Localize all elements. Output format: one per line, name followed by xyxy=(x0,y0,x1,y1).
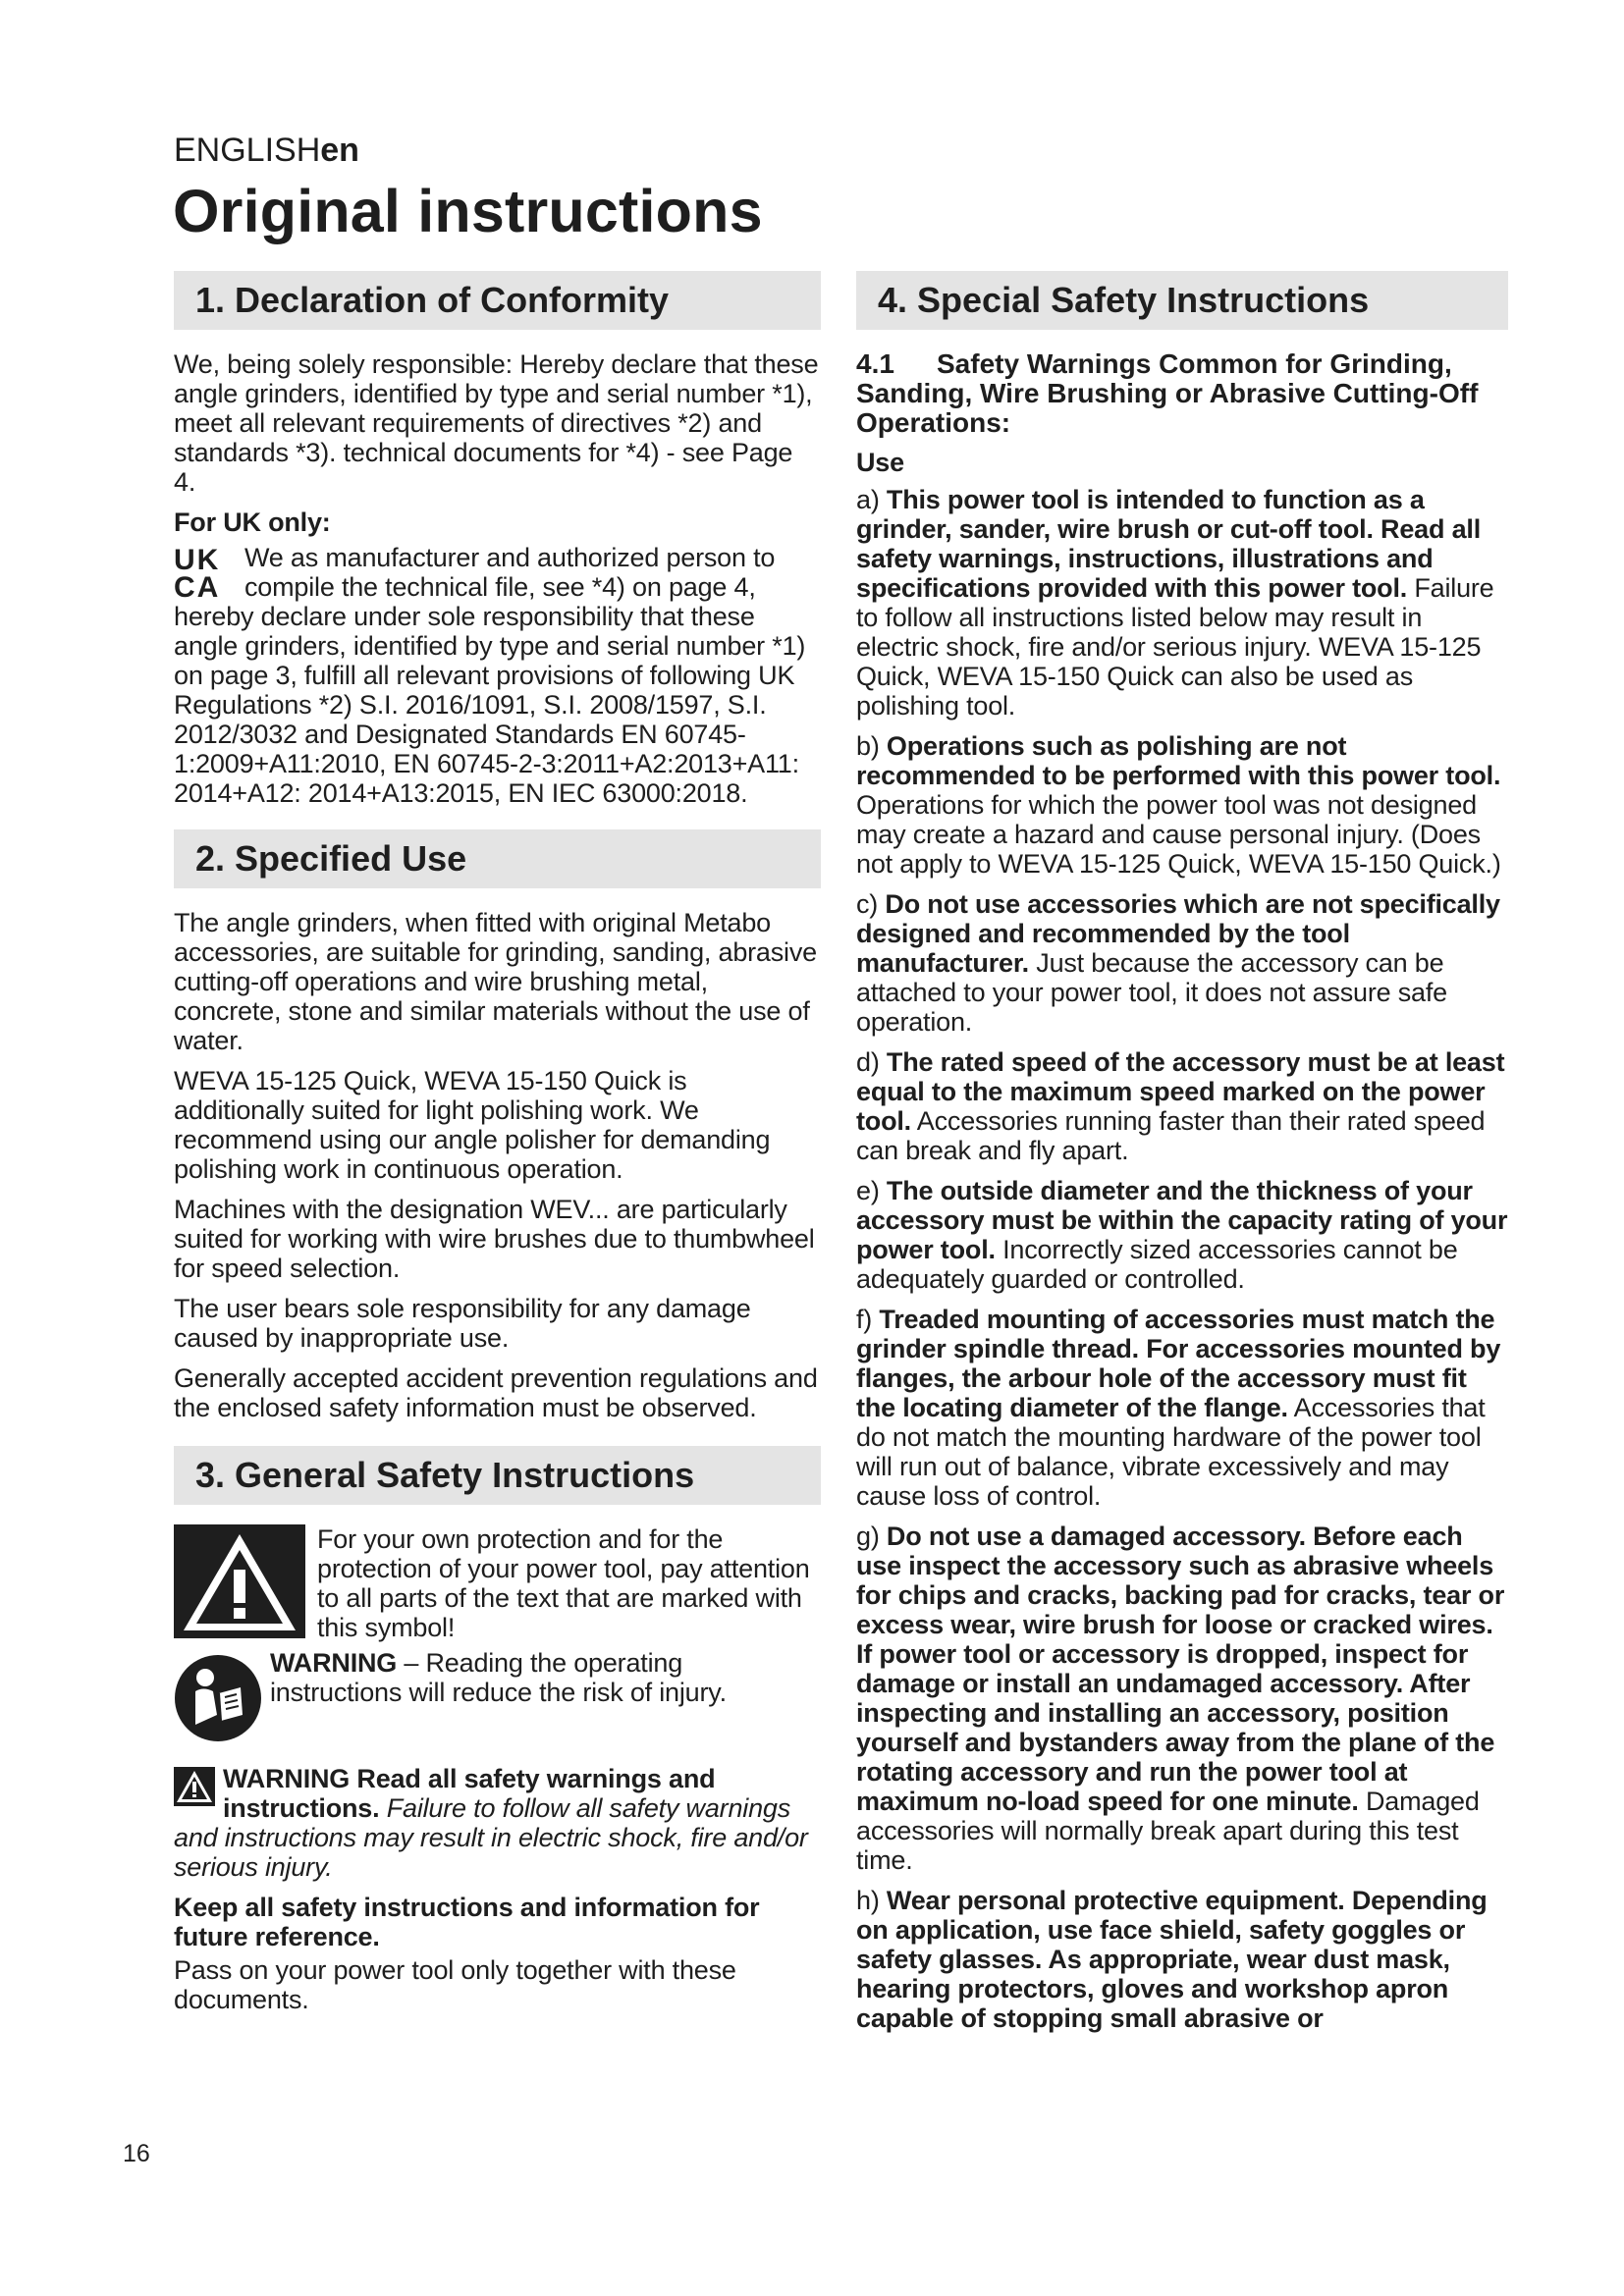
safety-item-g xyxy=(856,1522,1508,1875)
item-text: Just because the accessory can be attached to your power tool, it does not assure safe operation. xyxy=(856,948,1447,1037)
right-column xyxy=(856,271,1508,2044)
warning-triangle-small-icon xyxy=(174,1767,215,1806)
item-label: b) xyxy=(856,731,880,761)
safety-item-d xyxy=(856,1047,1508,1165)
read-manual-block xyxy=(174,1648,821,1742)
item-bold: Operations such as polishing are not recommended to be performed with this power tool. xyxy=(856,731,1501,790)
item-bold: The outside diameter and the thickness of your accessory must be within the capacity rating of your power tool. xyxy=(856,1176,1508,1264)
warning-symbol-text: For your own protection and for the protection of your power tool, pay attention to all parts of the text that are marked with this symbol! xyxy=(317,1524,810,1642)
safety-item-e xyxy=(856,1176,1508,1294)
language-label xyxy=(174,132,359,170)
ukca-mark-icon xyxy=(174,544,237,604)
read-warnings-block xyxy=(174,1764,821,1882)
item-text: Incorrectly sized accessories cannot be adequately guarded or controlled. xyxy=(856,1235,1458,1294)
item-text: Damaged accessories will normally break apart during this test time. xyxy=(856,1787,1480,1875)
specified-use-p3: Machines with the designation WEV... are particularly suited for working with wire brushes due to thumbwheel for speed selection. xyxy=(174,1195,815,1283)
item-bold: Treaded mounting of accessories must match the grinder spindle thread. For accessories mounted by flanges, the arbour hole of the accessory must fit the locating diameter of the flange. xyxy=(856,1305,1501,1422)
warning-symbol-block xyxy=(174,1524,821,1642)
item-bold: Do not use accessories which are not specifically designed and recommended by the tool manufacturer. xyxy=(856,889,1500,978)
ukca-mark-top: UK xyxy=(174,544,221,576)
uk-declaration xyxy=(174,543,821,808)
read-manual-icon xyxy=(174,1654,262,1742)
declaration-text: We, being solely responsible: Hereby declare that these angle grinders, identified by type and serial number *1), meet all relevant requirements of directives *2) and standards *3). technical documents for *4) - see Page 4. xyxy=(174,349,819,497)
item-text: Operations for which the power tool was not designed may create a hazard and cause personal injury. (Does not apply to WEVA 15-125 Quick, WEVA 15-150 Quick.) xyxy=(856,790,1501,879)
safety-item-a xyxy=(856,485,1508,721)
warning-reading-text: – Reading the operating instructions will reduce the risk of injury. xyxy=(270,1648,727,1707)
language-code: en xyxy=(320,132,359,169)
pass-on-text: Pass on your power tool only together with these documents. xyxy=(174,1955,736,2014)
page-title: Original instructions xyxy=(173,178,763,244)
item-label: f) xyxy=(856,1305,873,1334)
safety-item-h xyxy=(856,1886,1508,2033)
item-label: e) xyxy=(856,1176,880,1205)
warning-triangle-icon xyxy=(174,1524,305,1638)
subsection-title: Safety Warnings Common for Grinding, Sanding, Wire Brushing or Abrasive Cutting-Off Operations: xyxy=(856,348,1479,438)
item-label: g) xyxy=(856,1522,880,1551)
section-heading-specified-use: 2. Specified Use xyxy=(174,829,821,888)
item-label: h) xyxy=(856,1886,880,1915)
section-heading-special-safety: 4. Special Safety Instructions xyxy=(856,271,1508,330)
keep-instructions-text: Keep all safety instructions and information for future reference. xyxy=(174,1893,760,1951)
warning-label: WARNING xyxy=(270,1648,398,1678)
specified-use-p5: Generally accepted accident prevention regulations and the enclosed safety information must be observed. xyxy=(174,1363,818,1422)
left-column xyxy=(174,271,821,2025)
safety-item-b xyxy=(856,731,1508,879)
specified-use-p4: The user bears sole responsibility for any damage caused by inappropriate use. xyxy=(174,1294,751,1353)
read-warnings-italic: Failure to follow all safety warnings and instructions may result in electric shock, fire and/or serious injury. xyxy=(174,1793,808,1882)
safety-item-c xyxy=(856,889,1508,1037)
item-text: Failure to follow all instructions listed below may result in electric shock, fire and/or serious injury. WEVA 15-125 Quick, WEVA 15-150 Quick can also be used as polishing tool. xyxy=(856,573,1494,721)
item-label: a) xyxy=(856,485,880,514)
uk-only-heading: For UK only: xyxy=(174,507,331,537)
item-label: d) xyxy=(856,1047,880,1077)
section-heading-general-safety: 3. General Safety Instructions xyxy=(174,1446,821,1505)
item-bold: This power tool is intended to function as a grinder, sander, wire brush or cut-off tool. Read all safety warnings, instructions, illustrations and specifications provided with this power tool. xyxy=(856,485,1482,603)
item-label: c) xyxy=(856,889,879,919)
ukca-mark-bottom: CA xyxy=(174,571,221,604)
subsection-number: 4.1 xyxy=(856,348,894,379)
item-bold: The rated speed of the accessory must be at least equal to the maximum speed marked on the power tool. xyxy=(856,1047,1505,1136)
safety-item-f xyxy=(856,1305,1508,1511)
page-number: 16 xyxy=(123,2140,150,2167)
language-name: ENGLISH xyxy=(174,132,321,169)
item-bold: Wear personal protective equipment. Depending on application, use face shield, safety goggles or safety glasses. As appropriate, wear dust mask, hearing protectors, gloves and workshop apron capable of stopping small abrasive or xyxy=(856,1886,1488,2033)
read-manual-text xyxy=(270,1648,821,1707)
specified-use-p1: The angle grinders, when fitted with original Metabo accessories, are suitable for grinding, sanding, abrasive cutting-off operations and wire brushing metal, concrete, stone and similar materials without the use of water. xyxy=(174,908,817,1055)
item-text: Accessories running faster than their rated speed can break and fly apart. xyxy=(856,1106,1486,1165)
use-heading: Use xyxy=(856,448,904,477)
subsection-heading xyxy=(856,349,1508,438)
read-warnings-bold: WARNING Read all safety warnings and instructions. xyxy=(223,1764,716,1823)
specified-use-p2: WEVA 15-125 Quick, WEVA 15-150 Quick is additionally suited for light polishing work. We recommend using our angle polisher for demanding polishing work in continuous operation. xyxy=(174,1066,771,1184)
section-heading-declaration: 1. Declaration of Conformity xyxy=(174,271,821,330)
item-bold: Do not use a damaged accessory. Before each use inspect the accessory such as abrasive wheels for chips and cracks, backing pad for cracks, tear or excess wear, wire brush for loose or cracked wires. If power tool or accessory is dropped, inspect for damage or install an undamaged accessory. After inspecting and installing an accessory, position yourself and bystanders away from the plane of the rotating accessory and run the power tool at maximum no-load speed for one minute. xyxy=(856,1522,1505,1816)
uk-declaration-text: We as manufacturer and authorized person to compile the technical file, see *4) on page 4, hereby declare under sole responsibility that these angle grinders, identified by type and serial number *1) on page 3, fulfill all relevant provisions of following UK Regulations *2) S.I. 2016/1091, S.I. 2008/1597, S.I. 2012/3032 and Designated Standards EN 60745-1:2009+A11:2010, EN 60745-2-3:2011+A2:2013+A11: 2014+A12: 2014+A13:2015, EN IEC 63000:2018. xyxy=(174,543,806,808)
item-text: Accessories that do not match the mounting hardware of the power tool will run out of balance, vibrate excessively and may cause loss of control. xyxy=(856,1393,1486,1511)
